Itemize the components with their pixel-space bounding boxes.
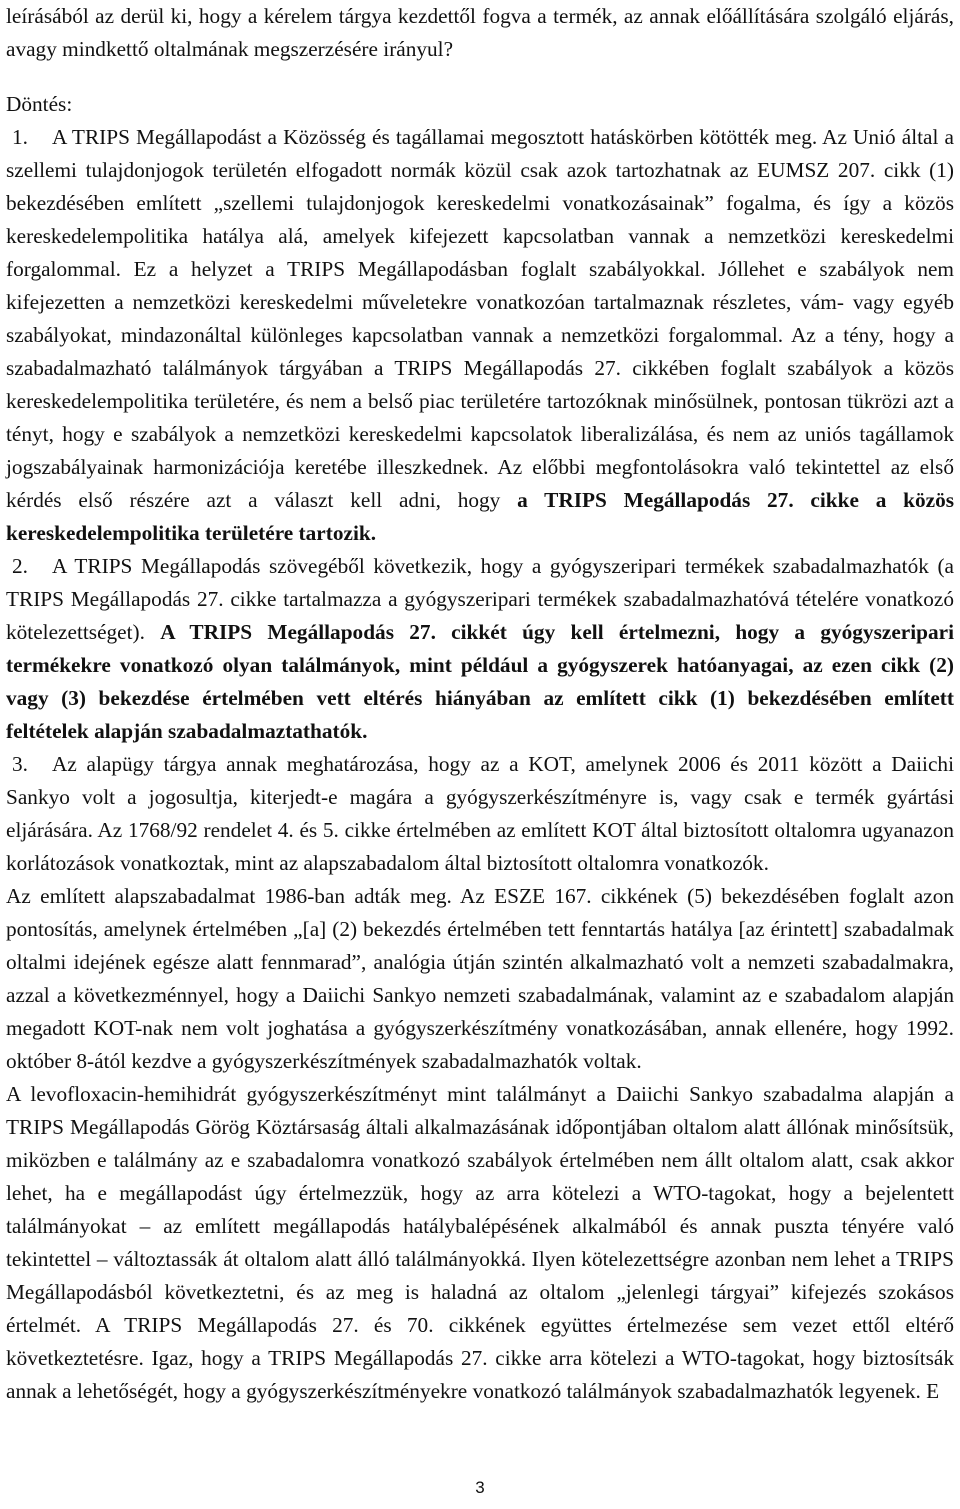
paragraph-basic-patent: Az említett alapszabadalmat 1986-ban adták meg. Az ESZE 167. cikkének (5) bekezdésében foglalt azon pontosítás, amelynek értelmében „[a] (2) bekezdés értelmében tett fenntartás hatálya [az érintett] szabadalmak oltalmi idejének egésze alatt fennmarad”, analógia útján szintén alkalmazható volt a nemzeti szabadalmakra, azzal a következménnyel, hogy a Daiichi Sankyo nemzeti szabadalmának, valamint az e szabadalom alapján megadott KOT-nak nem volt joghatása a gyógyszerkészítmény vonatkozásában, annak ellenére, hogy 1992. október 8-ától kezdve a gyógyszerkészítmények szabadalmazhatók voltak. (6, 884, 954, 1073)
document-page (6, 0, 954, 1408)
item-3-text: Az alapügy tárgya annak meghatározása, hogy az a KOT, amelynek 2006 és 2011 között a Daiichi Sankyo volt a jogosultja, kiterjedt-e magára a gyógyszerkészítményre is, vagy csak e termék gyártási eljárására. Az 1768/92 rendelet 4. és 5. cikke értelmében az említett KOT által biztosított oltalomra ugyanazon korlátozások vonatkoztak, mint az alapszabadalom által biztosított oltalomra vonatkozók. (6, 752, 954, 875)
item-1-text: A TRIPS Megállapodást a Közösség és tagállamai megosztott hatáskörben kötötték meg. Az Unió által a szellemi tulajdonjogok területén elfogadott normák közül csak azok tartozhatnak az EUMSZ 207. cikk (1) bekezdésében említett „szellemi tulajdonjogok kereskedelmi vonatkozásainak” fogalma, és így a közös kereskedelempolitika hatálya alá, amelyek kifejezett kapcsolatban vannak a nemzetközi kereskedelmi forgalommal. Ez a helyzet a TRIPS Megállapodásban foglalt szabályokkal. Jóllehet e szabályok nem kifejezetten a nemzetközi kereskedelmi műveletekre vonatkozóan tartalmaznak részletes, vám- vagy egyéb szabályokat, mindazonáltal különleges kapcsolatban vannak a nemzetközi forgalommal. Az a tény, hogy a szabadalmazható találmányok tárgyában a TRIPS Megállapodás 27. cikkében foglalt szabályok a közös kereskedelempolitika területére, és nem a belső piac területére tartozóknak minősülnek, pontosan tükrözi azt a tényt, hogy e szabályok a nemzetközi kereskedelmi kapcsolatok liberalizálása, és nem az uniós tagállamok jogszabályainak harmonizációja keretébe illeszkednek. Az előbbi megfontolásokra való tekintettel az első kérdés első részére azt a választ kell adni, hogy (6, 125, 954, 512)
page-number: 3 (475, 1478, 485, 1497)
item-2-text: A TRIPS Megállapodás szövegéből következik, hogy a gyógyszeripari termékek szabadalmazhatók (a TRIPS Megállapodás 27. cikke tartalmazza a gyógyszeripari termékek szabadalmazhatóvá tételére vonatkozó kötelezettséget). (6, 554, 954, 644)
decision-heading: Döntés: (6, 92, 73, 116)
item-3-paragraph (6, 748, 954, 880)
item-1-number: 1. (12, 125, 28, 149)
item-3-number: 3. (12, 752, 28, 776)
intro-paragraph: leírásából az derül ki, hogy a kérelem tárgya kezdettől fogva a termék, az annak előállítására szolgáló eljárás, avagy mindkettő oltalmának megszerzésére irányul? (6, 4, 954, 61)
item-2-paragraph (6, 550, 954, 748)
paragraph-levofloxacin: A levofloxacin-hemihidrát gyógyszerkészítményt mint találmányt a Daiichi Sankyo szabadalma alapján a TRIPS Megállapodás Görög Köztársaság általi alkalmazásának időpontjában oltalom alatt állónak minősítsük, miközben e találmány az e szabadalomra vonatkozó szabályok értelmében nem állt oltalom alatt, csak akkor lehet, ha e megállapodást úgy értelmezzük, hogy az arra kötelezi a WTO-tagokat, hogy a bejelentett találmányokat – az említett megállapodás hatálybalépésének alkalmából és annak puszta tényére való tekintettel – változtassák át oltalom alatt álló találmányokká. Ilyen kötelezettségre azonban nem lehet a TRIPS Megállapodásból következtetni, és az meg is haladná az oltalom „jelenlegi tárgyai” kifejezés szokásos értelmét. A TRIPS Megállapodás 27. és 70. cikkének együttes értelmezése sem vezet ettől eltérő következtetésre. Igaz, hogy a TRIPS Megállapodás 27. cikke arra kötelezi a WTO-tagokat, hogy biztosítsák annak a lehetőségét, hogy a gyógyszerkészítményekre vonatkozó találmányok szabadalmazhatók legyenek. E (6, 1082, 954, 1403)
item-2-number: 2. (12, 554, 28, 578)
item-1-paragraph (6, 121, 954, 550)
item-2-conclusion: A TRIPS Megállapodás 27. cikkét úgy kell értelmezni, hogy a gyógyszeripari termékekre vonatkozó olyan találmányok, mint például a gyógyszerek hatóanyagai, az ezen cikk (2) vagy (3) bekezdése értelmében vett eltérés hiányában az említett cikk (1) bekezdésében említett feltételek alapján szabadalmaztathatók. (6, 620, 955, 743)
item-1-conclusion: a TRIPS Megállapodás 27. cikke a közös kereskedelempolitika területére tartozik. (6, 488, 955, 545)
